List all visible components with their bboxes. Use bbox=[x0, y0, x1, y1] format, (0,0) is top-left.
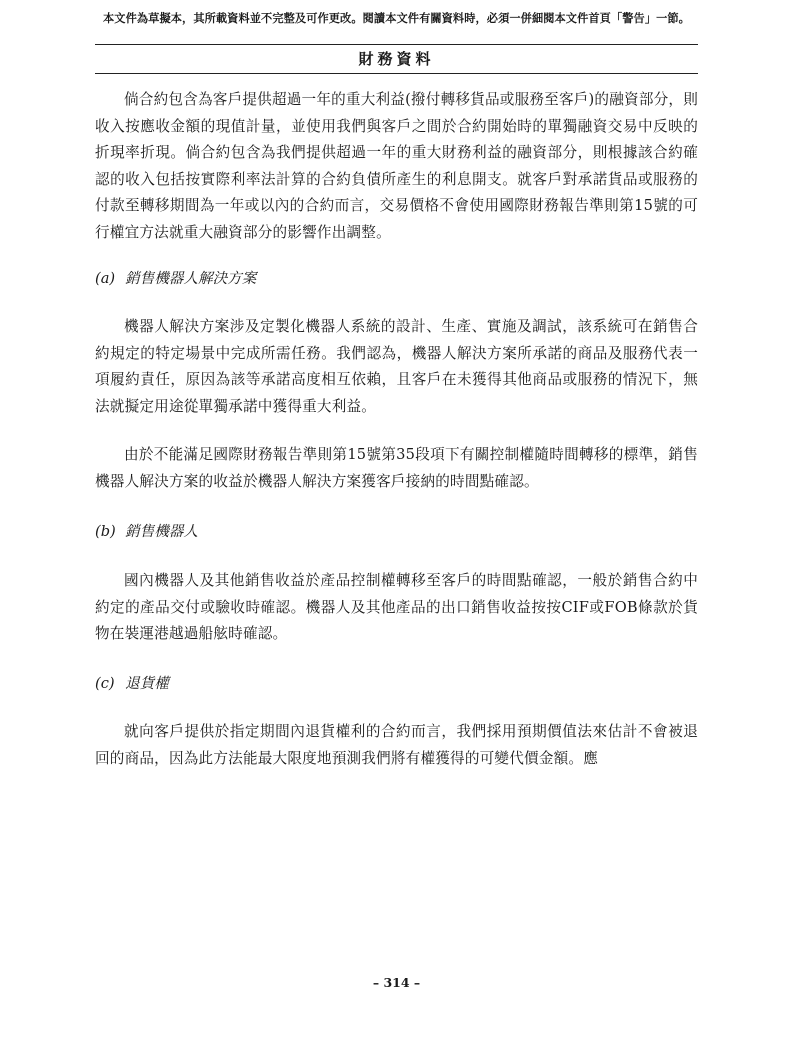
section-title-c: 退貨權 bbox=[125, 675, 169, 692]
section-marker-b: (b) bbox=[95, 523, 116, 540]
section-title-b: 銷售機器人 bbox=[125, 523, 198, 540]
section-heading-b bbox=[95, 521, 698, 543]
header-rule-bottom bbox=[95, 73, 698, 74]
section-heading-c bbox=[95, 673, 698, 695]
section-marker-c: (c) bbox=[95, 675, 115, 692]
section-title: 財務資料 bbox=[358, 50, 435, 68]
paragraph-b-1: 國內機器人及其他銷售收益於產品控制權轉移至客戶的時間點確認，一般於銷售合約中約定的產品交付或驗收時確認。機器人及其他產品的出口銷售收益按按CIF或FOB條款於貨物在裝運港越過船舷時確認。 bbox=[95, 572, 698, 643]
draft-disclaimer: 本文件為草擬本，其所載資料並不完整及可作更改。閱讀本文件有關資料時，必須一併細閱本文件首頁「警告」一節。 bbox=[103, 11, 690, 25]
header-rule-top bbox=[95, 44, 698, 45]
page-number: – 314 – bbox=[372, 975, 421, 990]
paragraph-a-1: 機器人解決方案涉及定製化機器人系統的設計、生產、實施及調試，該系統可在銷售合約規定的特定場景中完成所需任務。我們認為，機器人解決方案所承諾的商品及服務代表一項履約責任，原因為該等承諾高度相互依賴，且客戶在未獲得其他商品或服務的情況下，無法就擬定用途從單獨承諾中獲得重大利益。 bbox=[95, 318, 698, 415]
section-heading-a bbox=[95, 268, 698, 290]
section-title-a: 銷售機器人解決方案 bbox=[125, 270, 257, 287]
paragraph-c-1: 就向客戶提供於指定期間內退貨權利的合約而言，我們採用預期價值法來估計不會被退回的商品，因為此方法能最大限度地預測我們將有權獲得的可變代價金額。應 bbox=[95, 723, 698, 767]
intro-paragraph: 倘合約包含為客戶提供超過一年的重大利益(撥付轉移貨品或服務至客戶)的融資部分，則收入按應收金額的現值計量，並使用我們與客戶之間於合約開始時的單獨融資交易中反映的折現率折現。倘合約包含為我們提供超過一年的重大財務利益的融資部分，則根據該合約確認的收入包括按實際利率法計算的合約負債所產生的利息開支。就客戶對承諾貨品或服務的付款至轉移期間為一年或以內的合約而言，交易價格不會使用國際財務報告準則第15號的可行權宜方法就重大融資部分的影響作出調整。 bbox=[95, 91, 698, 241]
section-marker-a: (a) bbox=[95, 270, 116, 287]
paragraph-a-2: 由於不能滿足國際財務報告準則第15號第35段項下有關控制權隨時間轉移的標準，銷售機器人解決方案的收益於機器人解決方案獲客戶接納的時間點確認。 bbox=[95, 446, 698, 490]
